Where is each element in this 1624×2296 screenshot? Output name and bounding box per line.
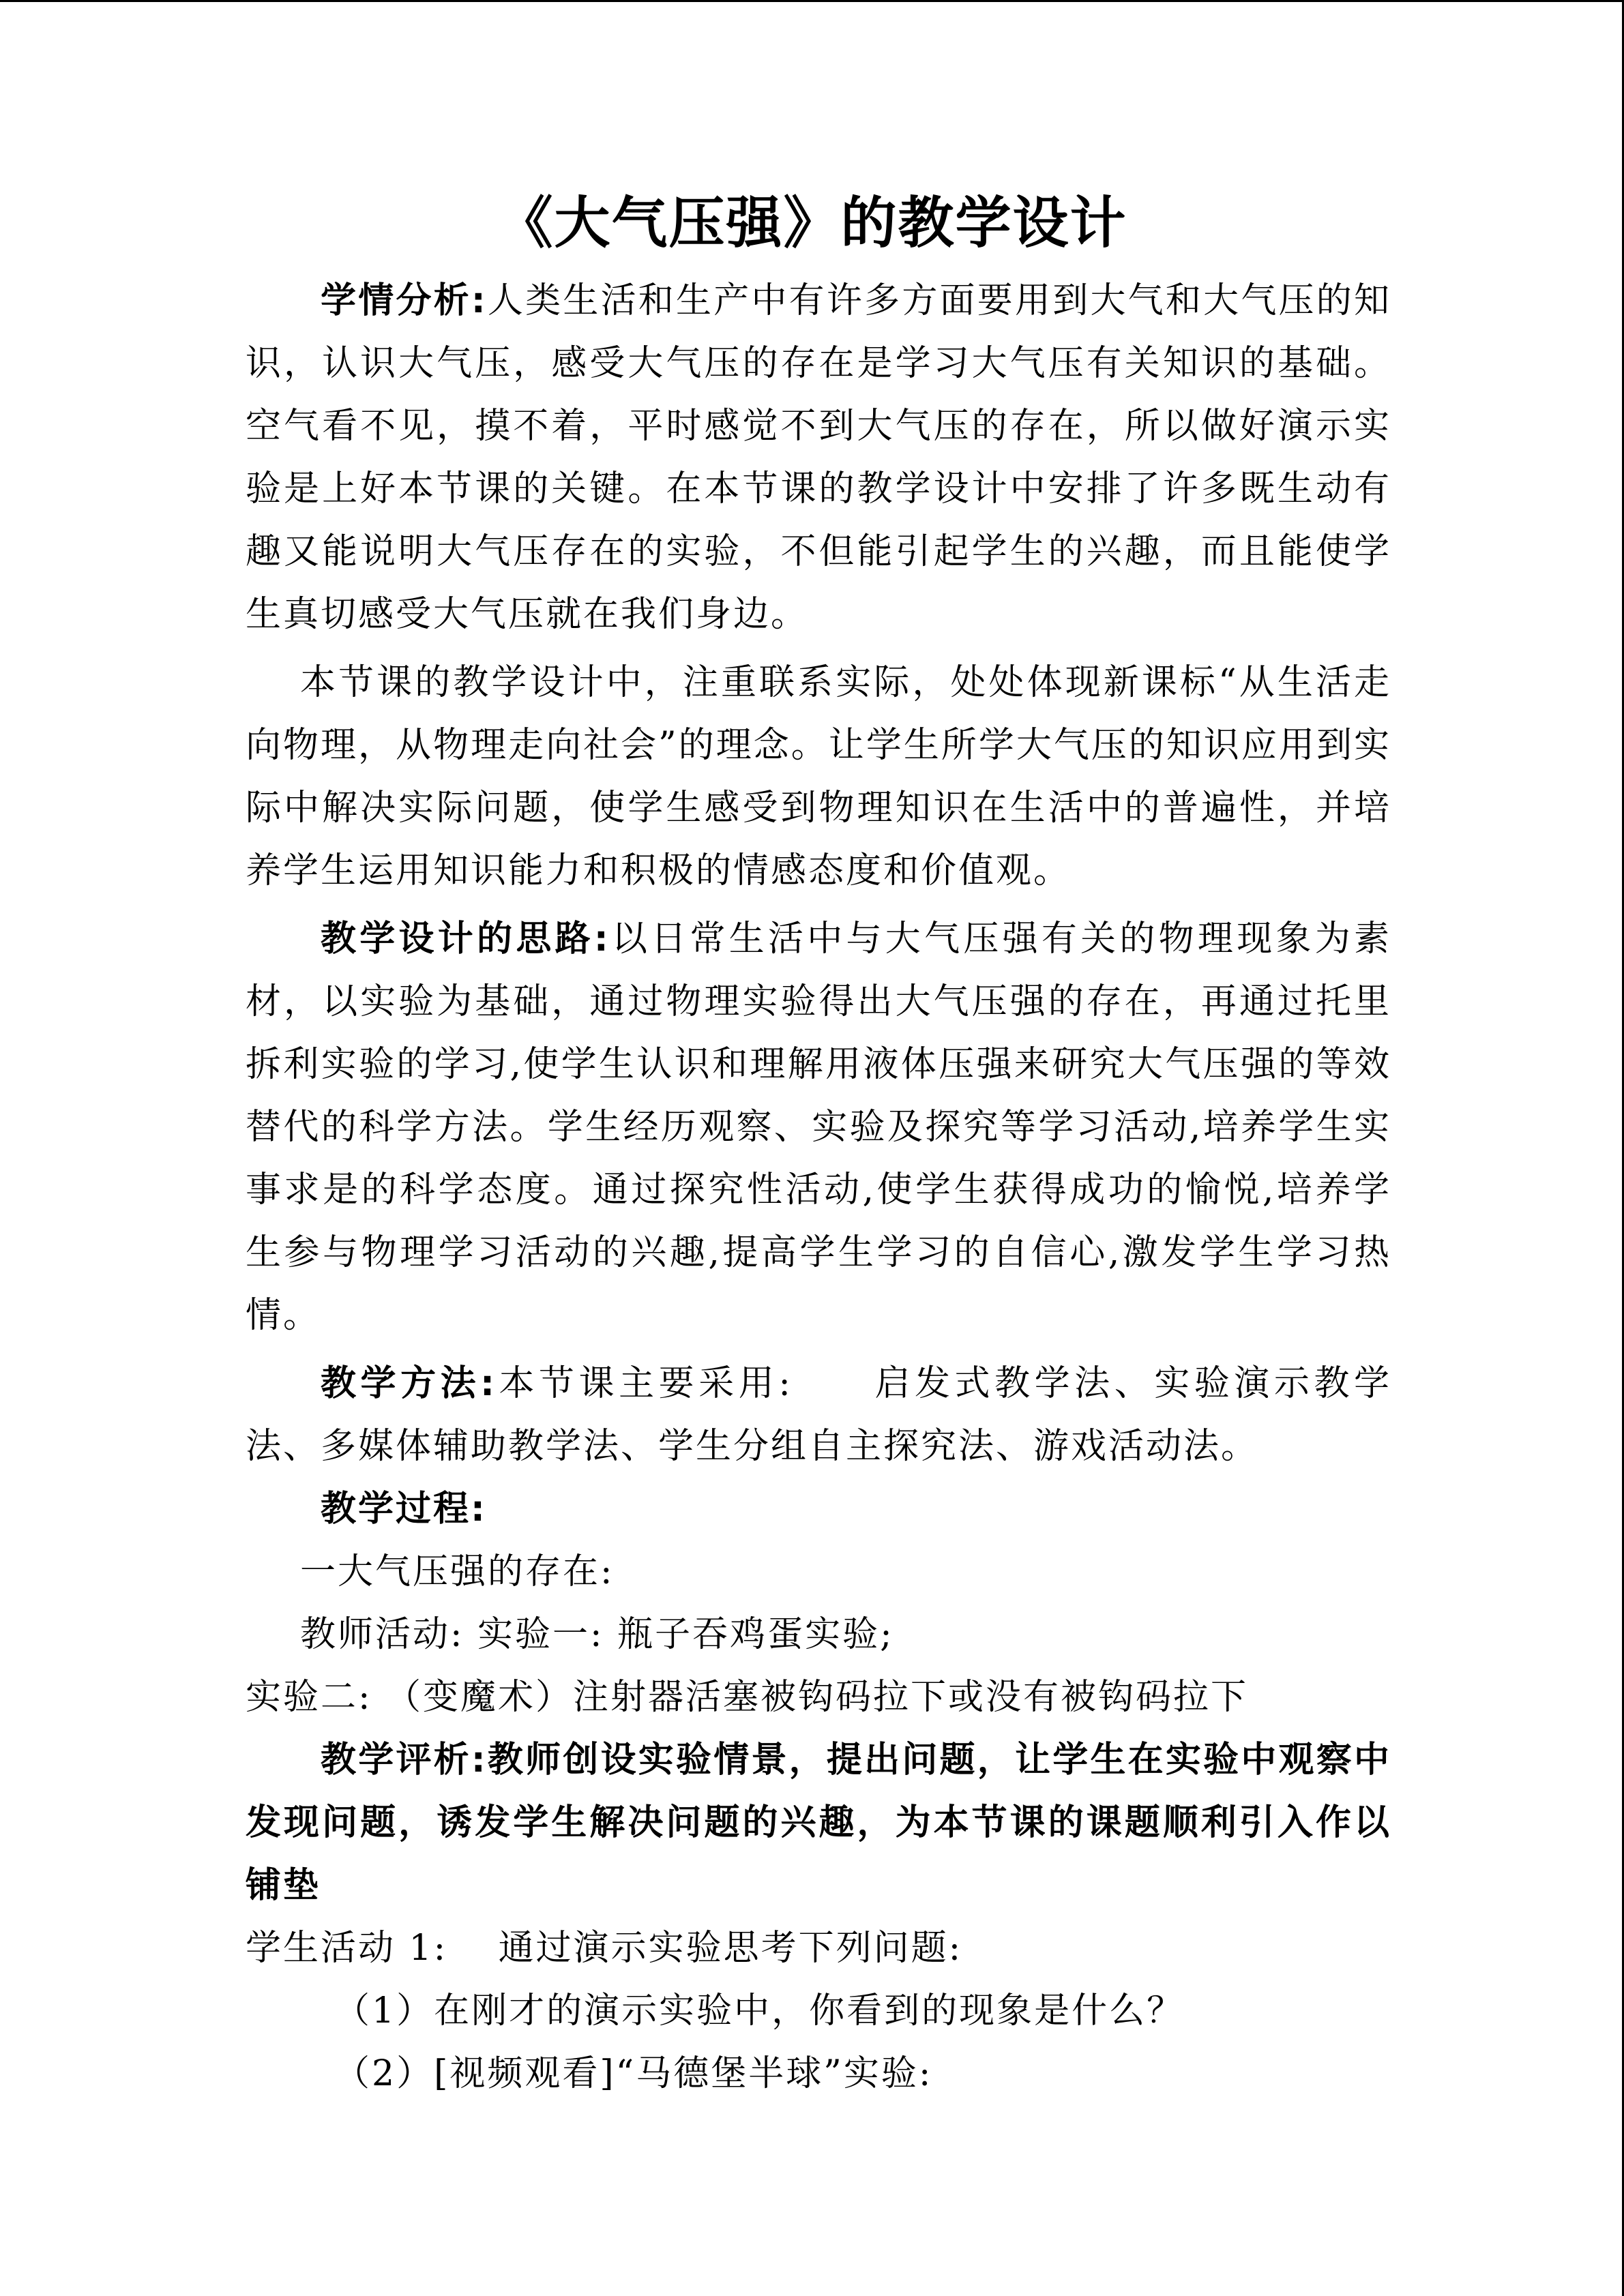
evaluation-paragraph <box>246 1729 1391 1917</box>
experiment-two: 实验二: （变魔术）注射器活塞被钩码拉下或没有被钩码拉下 <box>246 1677 1249 1718</box>
evaluation-text: 教师创设实验情景，提出问题，让学生在实验中观察中发现问题，诱发学生解决问题的兴趣，为本节课的课题顺利引入作以铺垫 <box>246 1740 1391 1906</box>
evaluation-lead: 教学评析: <box>321 1740 488 1780</box>
analysis-text: 人类生活和生产中有许多方面要用到大气和大气压的知识，认识大气压，感受大气压的存在是学习大气压有关知识的基础。空气看不见，摸不着，平时感觉不到大气压的存在，所以做好演示实验是上好本节课的关键。在本节课的教学设计中安排了许多既生动有趣又能说明大气压存在的实验，不但能引起学生的兴趣，而且能使学生真切感受大气压就在我们身边。 <box>246 280 1391 635</box>
part-one-heading: 一大气压强的存在: <box>300 1551 615 1592</box>
methods-lead: 教学方法: <box>321 1363 497 1404</box>
process-heading: 教学过程: <box>321 1489 487 1530</box>
document-body <box>246 269 1391 2105</box>
document-title: 《大气压强》的教学设计 <box>497 191 1127 256</box>
question-item: （2）[视频观看]“马德堡半球”实验: <box>334 2053 933 2094</box>
question-item: （1）在刚才的演示实验中，你看到的现象是什么？ <box>334 1991 1185 2031</box>
teacher-activity: 教师活动: 实验一: 瓶子吞鸡蛋实验; <box>300 1614 894 1655</box>
methods-text: 本节课主要采用: 启发式教学法、实验演示教学法、多媒体辅助教学法、学生分组自主探究法、游戏活动法。 <box>246 1363 1391 1467</box>
analysis-lead: 学情分析: <box>321 280 488 321</box>
analysis-paragraph <box>246 269 1391 646</box>
approach-lead: 教学设计的思路: <box>321 919 610 959</box>
approach-paragraph <box>246 908 1391 1347</box>
analysis-second-paragraph: 本节课的教学设计中，注重联系实际，处处体现新课标“从生活走向物理，从物理走向社会”的理念。让学生所学大气压的知识应用到实际中解决实际问题，使学生感受到物理知识在生活中的普遍性，并培养学生运用知识能力和积极的情感态度和价值观。 <box>246 662 1391 891</box>
page-border-top <box>0 0 1624 2</box>
student-activity: 学生活动 1: 通过演示实验思考下列问题: <box>246 1928 963 1969</box>
methods-paragraph <box>246 1352 1391 1478</box>
approach-text: 以日常生活中与大气压强有关的物理现象为素材，以实验为基础，通过物理实验得出大气压强的存在，再通过托里拆利实验的学习,使学生认识和理解用液体压强来研究大气压强的等效替代的科学方法。学生经历观察、实验及探究等学习活动,培养学生实事求是的科学态度。通过探究性活动,使学生获得成功的愉悦,培养学生参与物理学习活动的兴趣,提高学生学习的自信心,激发学生学习热情。 <box>246 919 1391 1336</box>
